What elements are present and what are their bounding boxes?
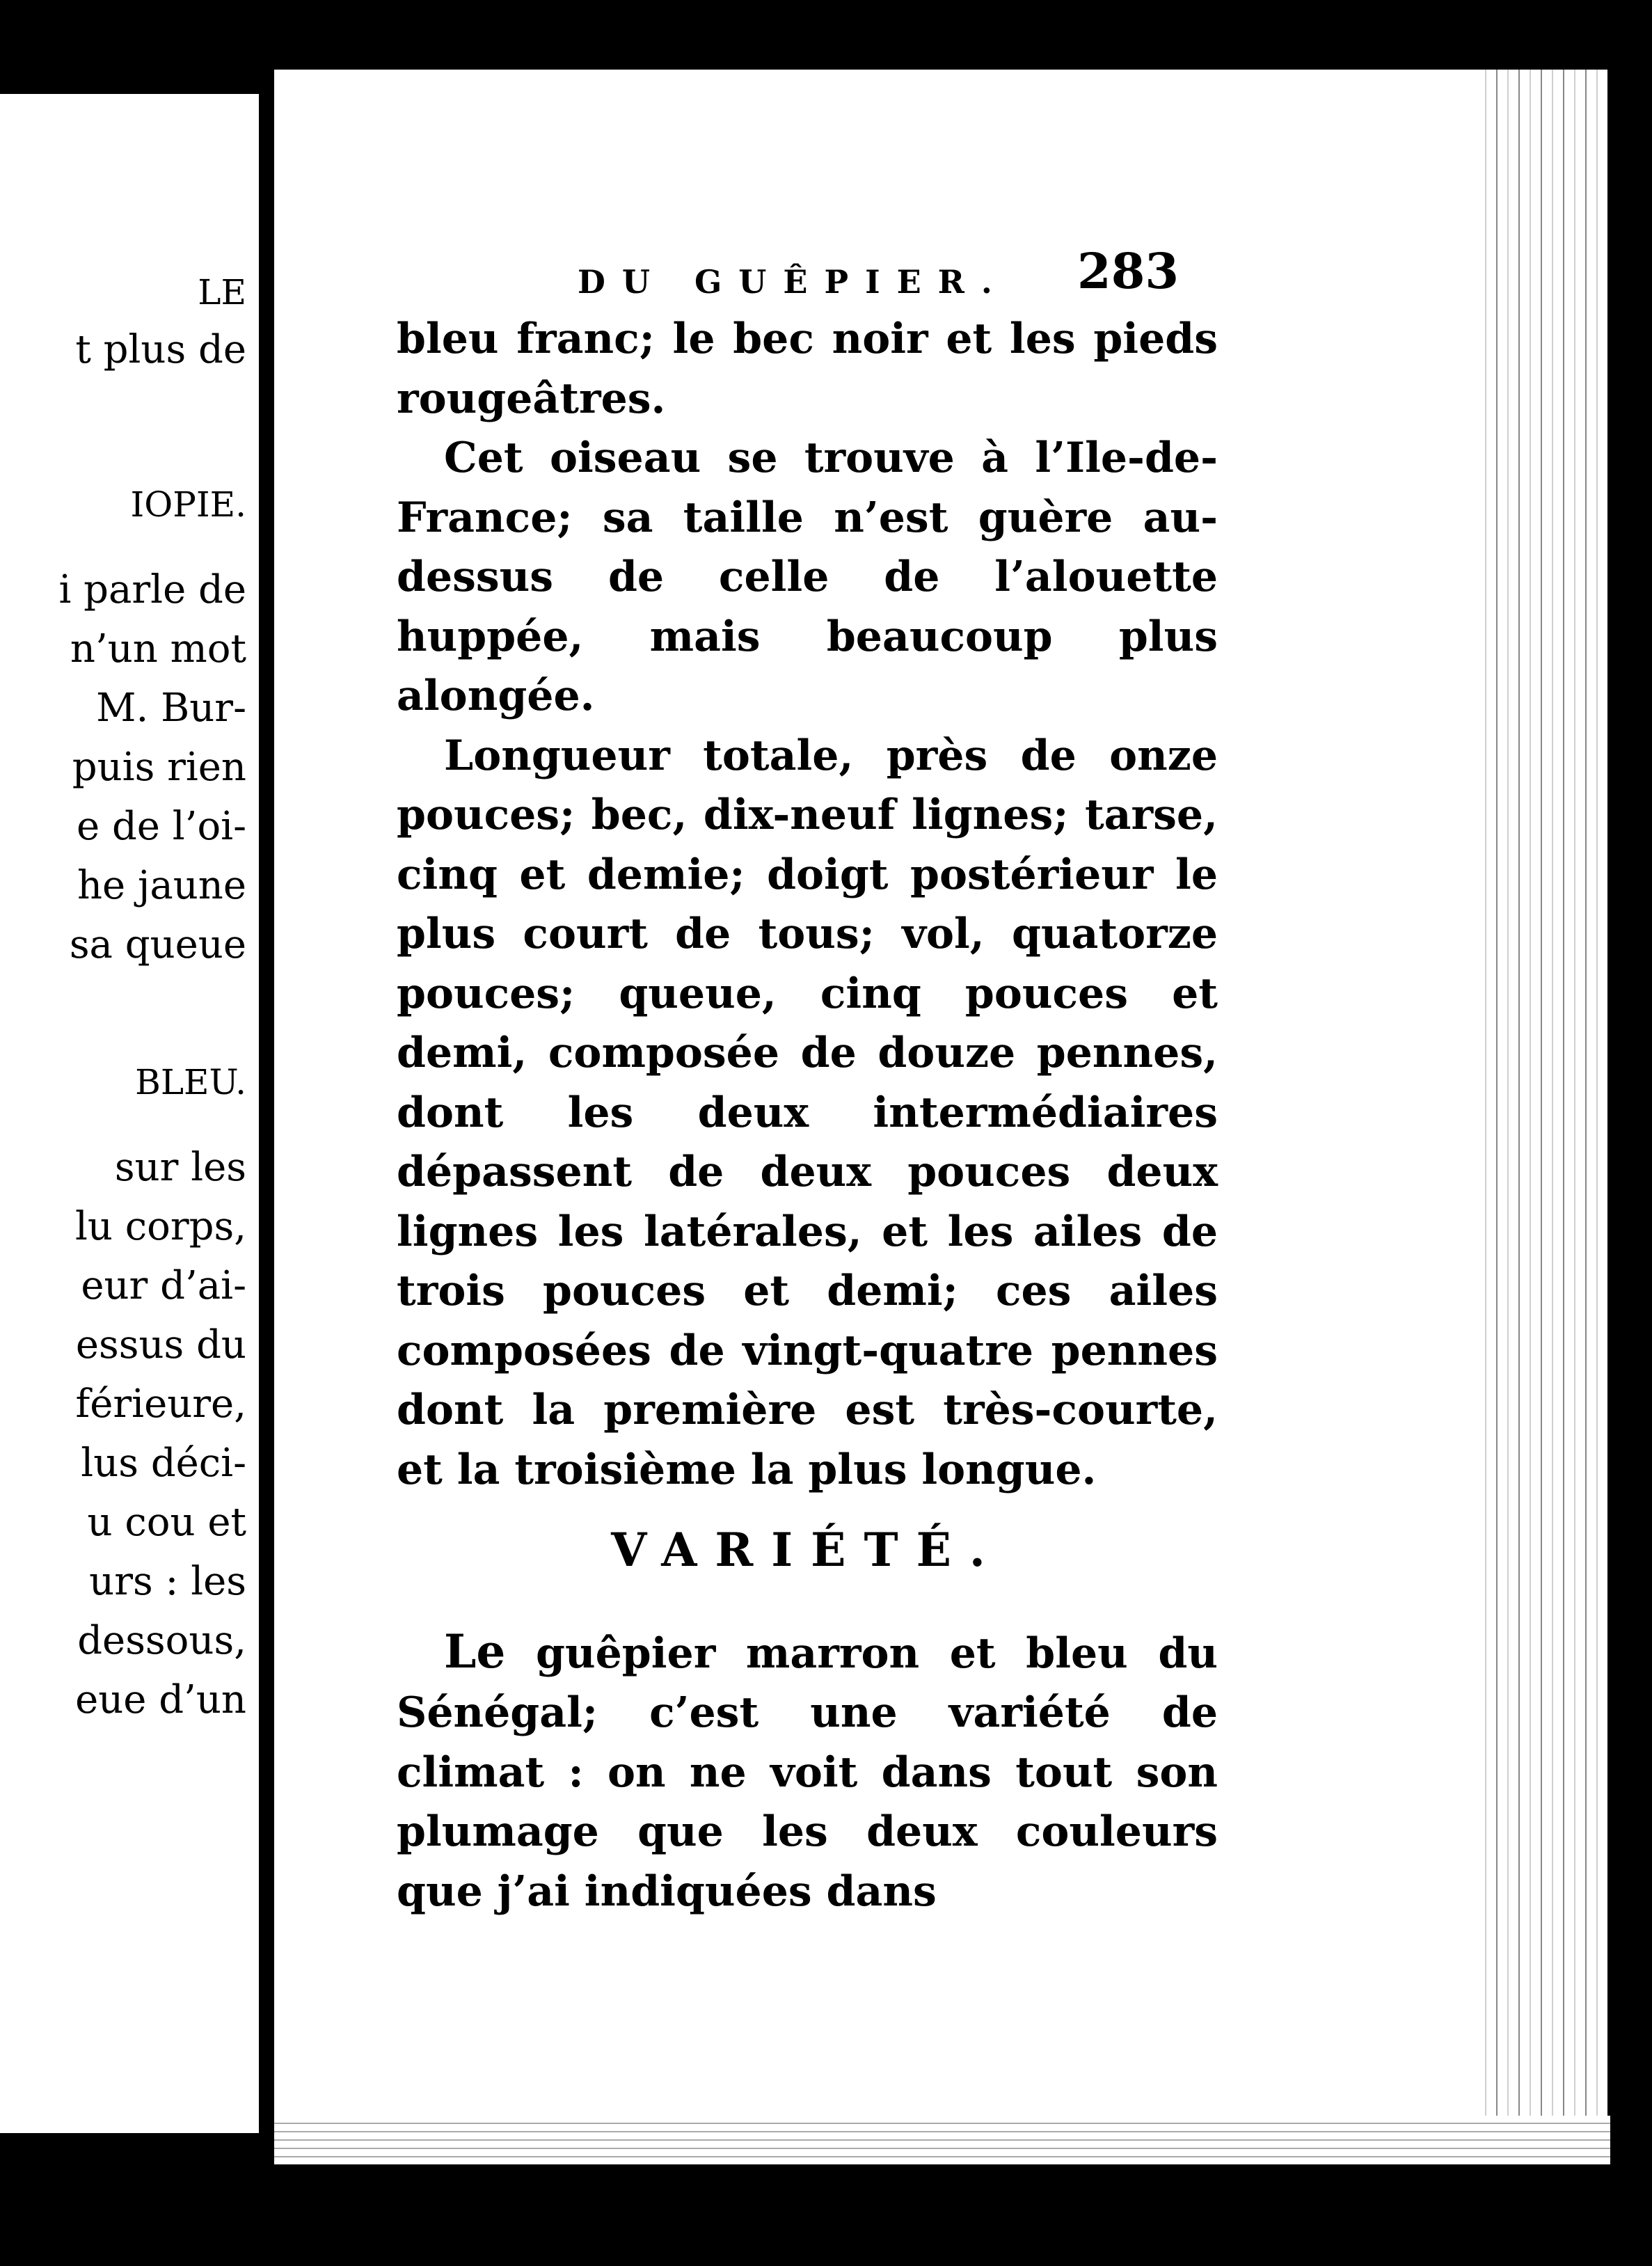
left-line: t plus de bbox=[75, 327, 246, 372]
left-line: essus du bbox=[75, 1322, 246, 1368]
left-line: eue d’un bbox=[75, 1677, 246, 1722]
left-heading: IOPIE. bbox=[130, 484, 246, 525]
left-line: u cou et bbox=[87, 1500, 246, 1545]
book-gutter bbox=[259, 84, 274, 2144]
left-line: sur les bbox=[114, 1145, 246, 1190]
left-line: puis rien bbox=[72, 745, 246, 790]
paragraph: bleu franc; le bec noir et les pieds rougeâtres. bbox=[397, 315, 1218, 423]
paragraph: Cet oiseau se trouve à l’Ile-de-France; sa taille n’est guère au-dessus de celle de l’alouette huppée, mais beaucoup plus alongée. bbox=[397, 434, 1218, 720]
left-line: lu corps, bbox=[74, 1204, 246, 1249]
left-page-fragment bbox=[0, 94, 259, 2133]
drop-word: Le bbox=[444, 1624, 506, 1679]
running-head: DU GUÊPIER. bbox=[578, 263, 1009, 301]
page-number: 283 bbox=[1077, 242, 1180, 300]
left-line: férieure, bbox=[75, 1381, 246, 1427]
left-line: i parle de bbox=[58, 567, 246, 612]
left-line: urs : les bbox=[89, 1559, 246, 1604]
bottom-page-edges bbox=[274, 2116, 1610, 2164]
left-line: sa queue bbox=[69, 922, 246, 967]
left-line: dessous, bbox=[77, 1618, 246, 1663]
left-line: e de l’oi- bbox=[77, 804, 246, 849]
left-line: LE bbox=[198, 272, 246, 312]
left-line: eur d’ai- bbox=[81, 1263, 246, 1308]
page-body bbox=[397, 310, 1218, 1922]
left-line: M. Bur- bbox=[96, 686, 246, 731]
paragraph bbox=[397, 1622, 1218, 1922]
left-line: n’un mot bbox=[70, 626, 246, 672]
page-edges bbox=[1475, 70, 1607, 2157]
section-heading: VARIÉTÉ. bbox=[611, 1523, 1003, 1577]
left-line: lus déci- bbox=[81, 1441, 246, 1486]
left-line: he jaune bbox=[77, 863, 246, 908]
paragraph-text: guêpier marron et bleu du Sénégal; c’est une variété de climat : on ne voit dans tout son plumage que les deux couleurs que j’ai indiquées dans bbox=[397, 1629, 1218, 1916]
left-heading: BLEU. bbox=[135, 1062, 246, 1102]
paragraph: Longueur totale, près de onze pouces; bec, dix-neuf lignes; tarse, cinq et demie; doigt postérieur le plus court de tous; vol, quatorze pouces; queue, cinq pouces et demi, composée de douze pennes, dont les deux intermédiaires dépassent de deux pouces deux lignes les latérales, et les ailes de trois pouces et demi; ces ailes composées de vingt-quatre pennes dont la première est très-courte, et la troisième la plus longue. bbox=[397, 731, 1218, 1494]
